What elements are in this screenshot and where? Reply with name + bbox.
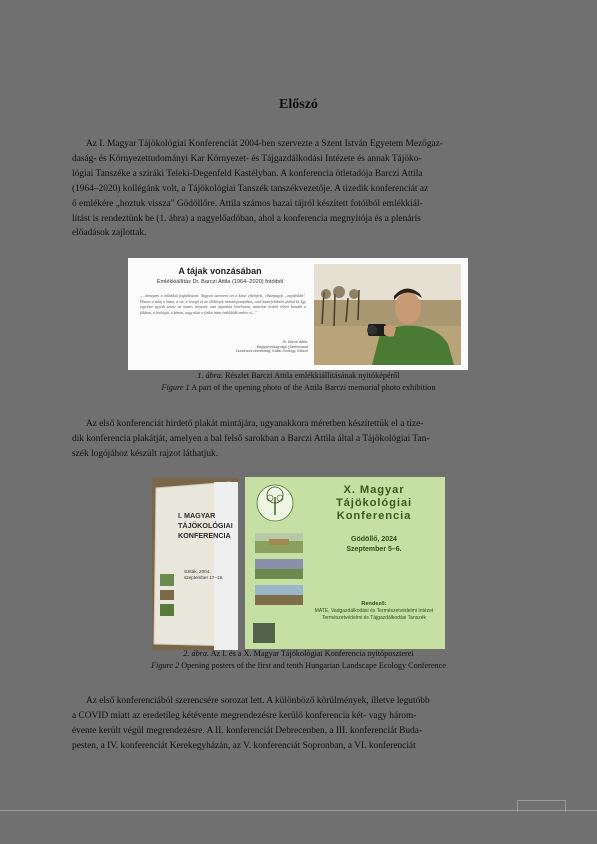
banner-signature bbox=[236, 340, 308, 354]
figure-1-caption bbox=[0, 370, 597, 394]
banner-subtitle: Emlékkiállítás Dr. Barczi Attila (1964–2020) fotóiból bbox=[156, 279, 284, 285]
caption-text: Az I. és a X. Magyar Tájökológiai Konferencia nyitóposzterei bbox=[209, 649, 414, 658]
text-line: a COVID miatt az eredetileg kétévente megrendezésre kerülő konferencia két- vagy három- bbox=[72, 710, 417, 721]
text-line: dik konferencia plakátját, amelyen a bal felső sarokban a Barczi Attila által a Tájökológiai Tan- bbox=[72, 433, 430, 444]
signature-line: Dundrácól-domboság, Kállai-Somogy, Előszó bbox=[235, 349, 308, 354]
poster-text: Sziták, 2004. bbox=[184, 569, 211, 574]
text-line: pesten, a IV. konferenciát Kerekegyházán, az V. konferenciát Sopronban, a VI. konferenciát bbox=[72, 740, 416, 751]
tree-logo-icon bbox=[257, 485, 293, 521]
poster-title-line: Konferencia bbox=[336, 510, 412, 522]
organizer-line: MATE, Vadgazdálkodási és Természetvédelmi Intézet bbox=[314, 607, 434, 614]
text-line: daság- és Környezettudományi Kar Környezet- és Tájgazdálkodási Intézete és annak Tájöko- bbox=[72, 153, 422, 164]
poster-title-line: X. Magyar bbox=[343, 484, 405, 496]
text-line: évente került végül megrendezésre. A II. konferenciát Debrecenben, a III. konferenciát Buda- bbox=[72, 725, 423, 736]
text-line: Az első konferenciából szerencsére sorozat lett. A különböző körülmények, illetve legutóbb bbox=[86, 696, 430, 706]
paragraph-3 bbox=[72, 694, 526, 754]
text-line: Az első konferenciát hirdető plakát mintájára, ugyanakkora méretben készítettük el a tize- bbox=[86, 419, 424, 429]
caption-label: Figure 1 bbox=[161, 383, 190, 392]
photographer-photo bbox=[314, 264, 461, 365]
page-title: Előszó bbox=[279, 97, 318, 112]
text-line: Az I. Magyar Tájökológiai Konferenciát 2004-ben szervezte a Szent István Egyetem Mezőgaz- bbox=[86, 139, 443, 149]
caption-text: A part of the opening photo of the Attila Barczi memorial photo exhibition bbox=[189, 383, 436, 392]
poster-organizer bbox=[303, 601, 445, 621]
caption-label: 2. ábra. bbox=[183, 649, 209, 658]
tenth-conference-poster bbox=[245, 477, 445, 649]
poster-text: szeptember 17–19. bbox=[184, 575, 224, 580]
caption-text: Részlet Barczi Attila emlékkiállításának nyitóképéről bbox=[223, 371, 400, 380]
footer-rule bbox=[0, 810, 597, 811]
paragraph-2 bbox=[72, 417, 526, 462]
text-line: lógiai Tanszéke a sziráki Teleki-Degenfeld Kastélyban. A konferencia ötletadója Barczi Attila bbox=[72, 168, 423, 179]
figure-1-exhibition-banner bbox=[128, 258, 468, 370]
organizer-line: Természetvédelmi és Tájgazdálkodási Tanszék bbox=[321, 614, 427, 621]
poster-text: I. MAGYAR bbox=[178, 511, 216, 520]
caption-english bbox=[0, 660, 597, 672]
banner-quote: „...tömegem a tollakkal foglalkozom. Nagyon szeretem ezt a kissé elfelejtett, elhanyagolt „anyaföldet". Hiszen a talaj a közet, a víz, a levegő és az élőlények metszéspontjában, ezek határfelületén alakul ki. Így egyrészt egyedi szinte az összes tényezőt, ami tájainkat létrehozza, másrészt kedvét leheti bennük a földtan, a biológia, a kémia, vagy akár a fizika iránt érdeklődő ember is..." bbox=[140, 294, 306, 315]
organizer-label: Rendező: bbox=[361, 601, 387, 607]
paragraph-1 bbox=[72, 137, 526, 241]
text-line: előadások zajlottak. bbox=[72, 228, 147, 239]
page-number-box bbox=[517, 800, 566, 812]
poster-date: Szeptember 5–6. bbox=[346, 545, 402, 553]
text-line: szék logójához készült rajzot láthatjuk. bbox=[72, 448, 219, 459]
poster-title bbox=[303, 484, 445, 523]
poster-text: TÁJÖKOLÓGIAI bbox=[178, 521, 233, 530]
first-conference-poster-photo bbox=[152, 478, 238, 650]
caption-english bbox=[0, 382, 597, 394]
poster-location: Gödöllő, 2024 bbox=[351, 536, 397, 543]
signature-line: Magyarország tájai (Szelsenand bbox=[256, 344, 308, 349]
caption-text: Opening posters of the first and tenth Hungarian Landscape Ecology Conference bbox=[179, 661, 446, 670]
signature-line: Dr. Barczi Attila: bbox=[282, 340, 308, 344]
poster-place-date bbox=[303, 535, 445, 554]
poster-title-line: Tájökológiai bbox=[335, 497, 413, 509]
caption-hungarian bbox=[0, 370, 597, 382]
poster-text: KONFERENCIA bbox=[178, 531, 231, 540]
caption-label: 1. ábra. bbox=[197, 371, 224, 380]
banner-title: A tájak vonzásában bbox=[178, 266, 262, 276]
caption-hungarian bbox=[0, 648, 597, 660]
caption-label: Figure 2 bbox=[151, 661, 180, 670]
text-line: (1964–2020) kollégánk volt, a Tájökológiai Tanszék tanszékvezetője. A tizedik konferenciát az bbox=[72, 183, 429, 194]
text-line: ő emlékére „hoztuk vissza" Gödöllőre. Attila számos hazai tájról készített fotóiból emlékkiál- bbox=[72, 198, 423, 209]
text-line: lítást is rendeztünk be (1. ábra) a nagyelőadóban, ahol a konferencia megnyitója és a plenáris bbox=[72, 213, 421, 224]
figure-2-caption bbox=[0, 648, 597, 672]
